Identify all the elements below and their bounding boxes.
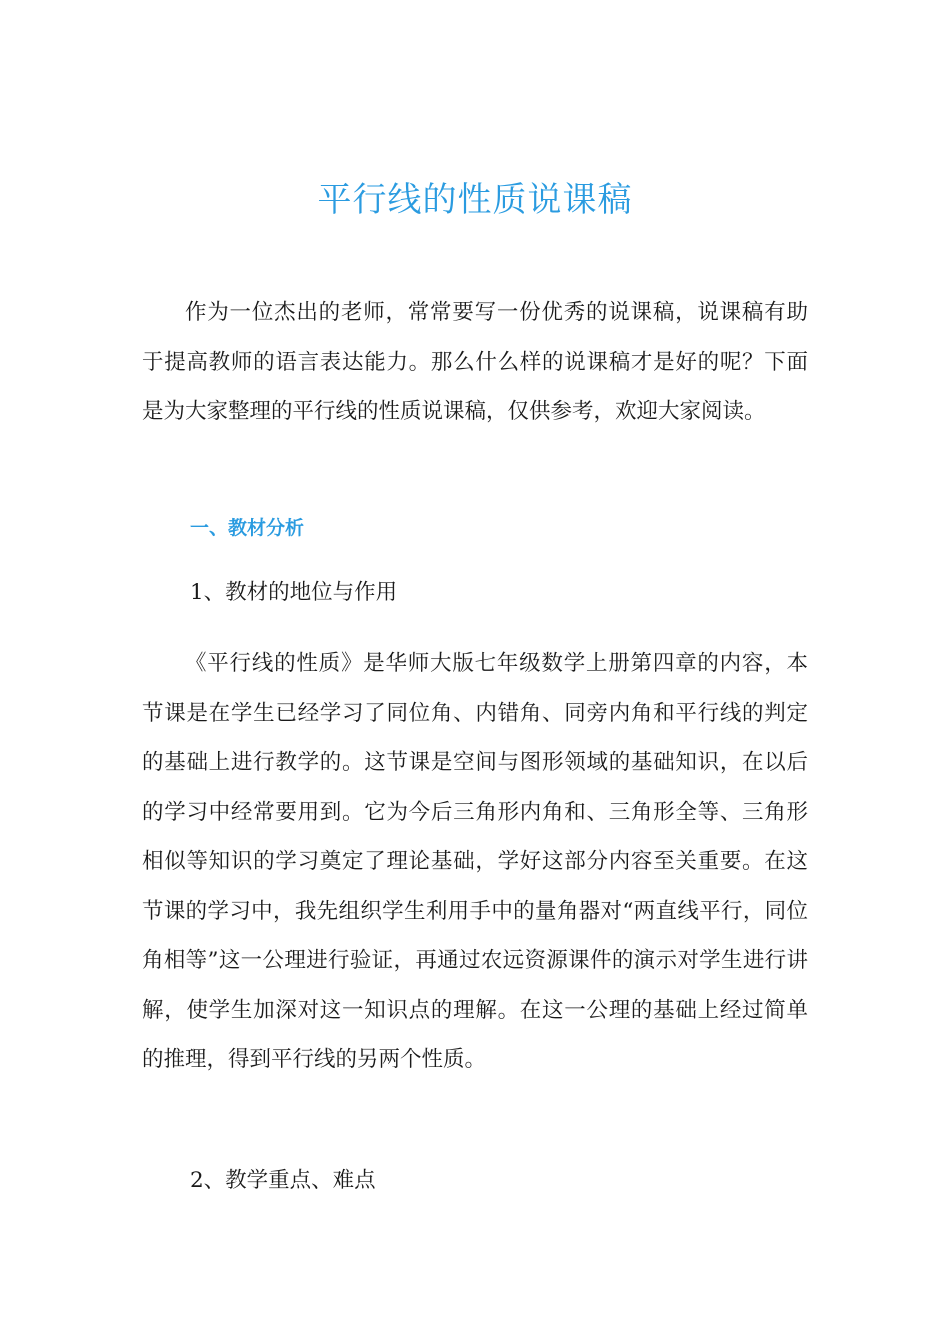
subsection-heading-status-and-role: 1、教材的地位与作用: [190, 580, 398, 605]
status-and-role-paragraph: 《平行线的性质》是华师大版七年级数学上册第四章的内容，本节课是在学生已经学习了同位角、内错角、同旁内角和平行线的判定的基础上进行教学的。这节课是空间与图形领域的基础知识，在以后的学习中经常要用到。它为今后三角形内角和、三角形全等、三角形相似等知识的学习奠定了理论基础，学好这部分内容至关重要。在这节课的学习中，我先组织学生利用手中的量角器对“两直线平行，同位角相等”这一公理进行验证，再通过农远资源课件的演示对学生进行讲解，使学生加深对这一知识点的理解。在这一公理的基础上经过简单的推理，得到平行线的另两个性质。: [142, 651, 808, 1072]
intro-paragraph: 作为一位杰出的老师，常常要写一份优秀的说课稿，说课稿有助于提高教师的语言表达能力。那么什么样的说课稿才是好的呢？下面是为大家整理的平行线的性质说课稿，仅供参考，欢迎大家阅读。: [142, 300, 808, 424]
document-title: 平行线的性质说课稿: [317, 180, 633, 220]
subsection-heading-key-points-difficulties: 2、教学重点、难点: [190, 1168, 376, 1193]
section-heading-teaching-material-analysis: 一、教材分析: [190, 517, 305, 539]
